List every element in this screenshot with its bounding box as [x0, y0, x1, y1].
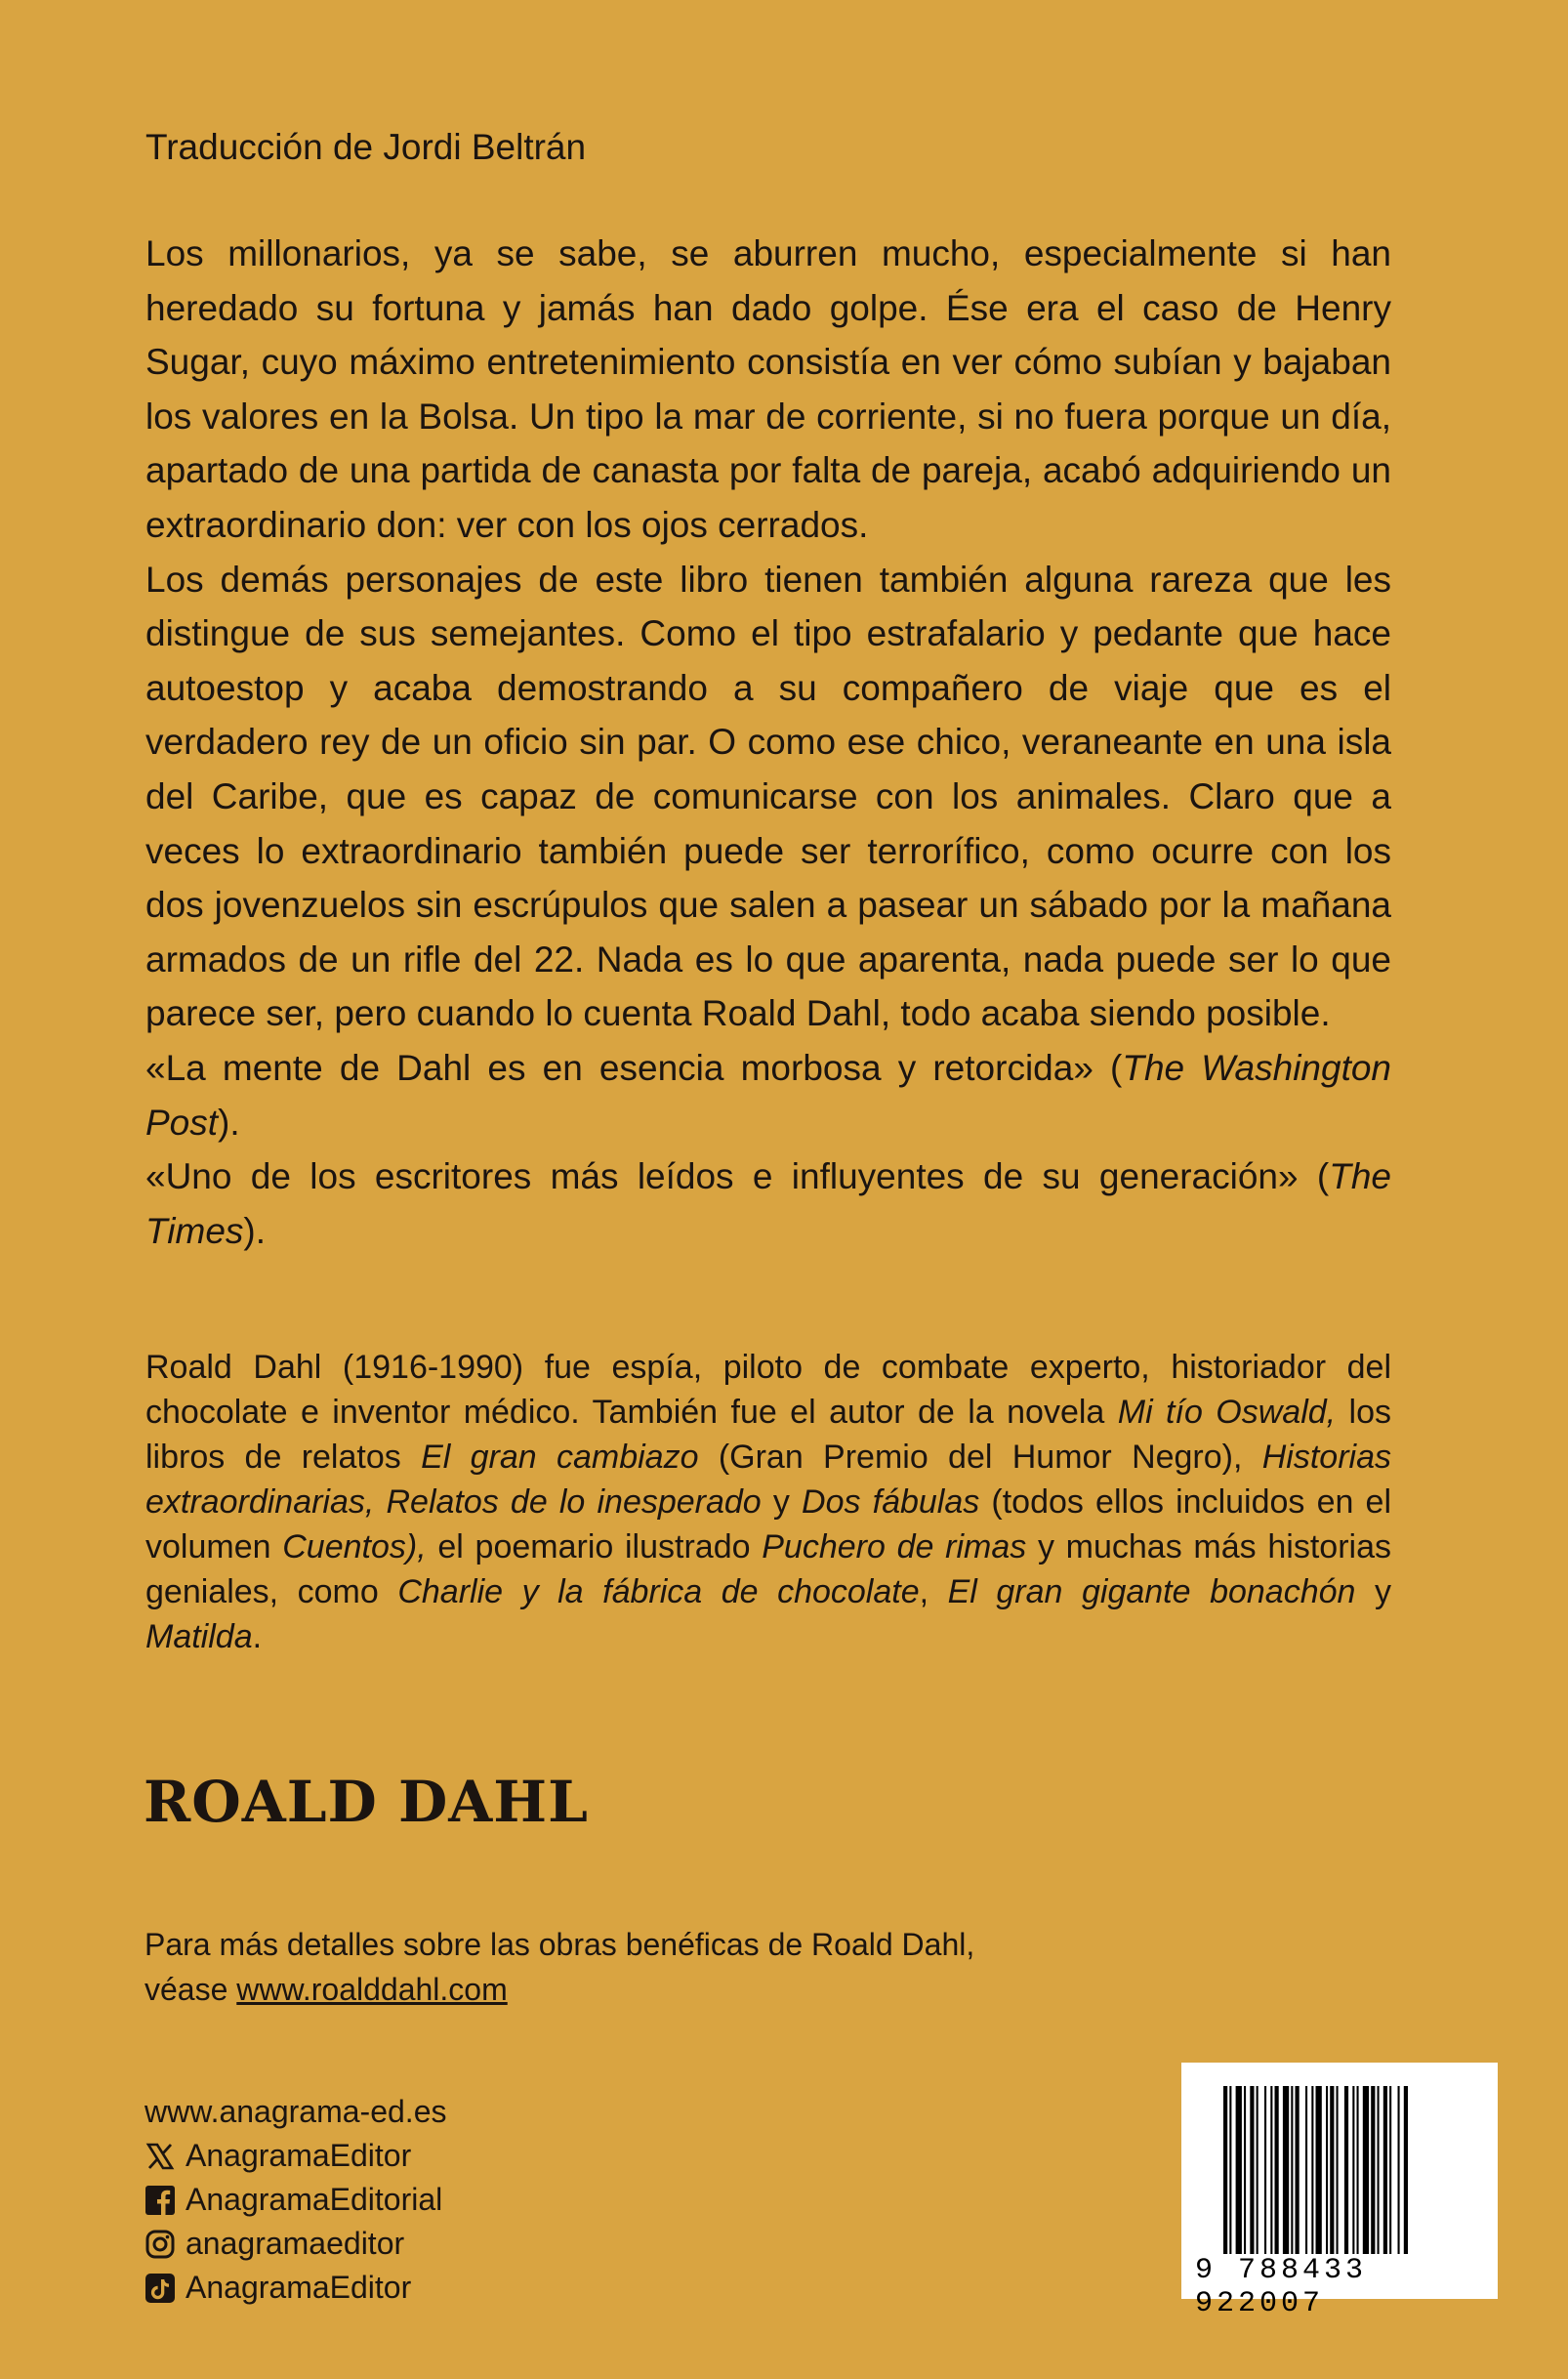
quote-text: «Uno de los escritores más leídos e influyentes de su generación» (: [145, 1156, 1330, 1197]
barcode-bar: [1223, 2086, 1227, 2254]
bio-title: Mi tío Oswald,: [1117, 1394, 1337, 1431]
barcode-bar: [1352, 2086, 1354, 2254]
facebook-handle: AnagramaEditorial: [186, 2182, 443, 2217]
translator-credit: Traducción de Jordi Beltrán: [145, 127, 587, 167]
bio-title: Cuentos),: [282, 1528, 427, 1565]
x-handle: AnagramaEditor: [186, 2138, 412, 2173]
charity-line: Para más detalles sobre las obras benéficas de Roald Dahl,: [144, 1927, 975, 1962]
synopsis: [145, 227, 1391, 1258]
bio-text: y muchas más historias geniales, como: [145, 1528, 1391, 1610]
barcode-bar: [1244, 2086, 1246, 2254]
charity-note: [144, 1922, 974, 2012]
barcode-bar: [1389, 2086, 1391, 2254]
bio-title: Dos fábulas: [802, 1483, 980, 1521]
barcode-bar: [1371, 2086, 1375, 2254]
barcode-bar: [1344, 2086, 1348, 2254]
bio-text: (todos ellos incluidos en el volumen: [145, 1483, 1391, 1565]
barcode-bar: [1398, 2086, 1400, 2254]
instagram-account[interactable]: [144, 2222, 446, 2266]
barcode-bar: [1283, 2086, 1289, 2254]
barcode-bar: [1357, 2086, 1359, 2254]
quote-end: ).: [218, 1102, 240, 1143]
bio-title: Matilda: [145, 1618, 253, 1655]
charity-prefix: véase: [144, 1972, 237, 2007]
barcode-bars: [1223, 2086, 1458, 2254]
bio-title: El gran cambiazo: [421, 1439, 699, 1476]
barcode-bar: [1291, 2086, 1293, 2254]
bio-text: .: [252, 1618, 263, 1655]
barcode-bar: [1296, 2086, 1300, 2254]
bio-title: Historias extraordinarias, Relatos de lo inesperado: [145, 1439, 1391, 1521]
barcode-bar: [1236, 2086, 1242, 2254]
roald-dahl-logo: ROALD DAHL: [144, 1769, 589, 1835]
facebook-account[interactable]: [144, 2178, 446, 2222]
bio-title: Puchero de rimas: [762, 1528, 1027, 1565]
instagram-handle: anagramaeditor: [186, 2226, 405, 2261]
synopsis-paragraph-2: Los demás personajes de este libro tienen también alguna rareza que les distingue de sus semejantes. Como el tipo estrafalario y pedante que hace autoestop y acaba demostrando a su compañero de viaje que es el verdadero rey de un oficio sin par. O como ese chico, veraneante en una isla del Caribe, que es capaz de comunicarse con los animales. Claro que a veces lo extraordinario también puede ser terrorífico, como ocurre con los dos jovenzuelos sin escrúpulos que salen a pasear un sábado por la mañana armados de un rifle del 22. Nada es lo que aparenta, nada puede ser lo que parece ser, pero cuando lo cuenta Roald Dahl, todo acaba siendo posible.: [145, 559, 1391, 1034]
bio-text: y: [761, 1483, 803, 1521]
isbn-barcode: [1181, 2063, 1498, 2320]
roalddahl-link[interactable]: www.roalddahl.com: [236, 1972, 508, 2007]
bio-title: El gran gigante bonachón: [947, 1573, 1356, 1610]
barcode-bar: [1305, 2086, 1307, 2254]
tiktok-icon: [144, 2273, 176, 2304]
barcode-bar: [1337, 2086, 1339, 2254]
barcode-bar: [1250, 2086, 1254, 2254]
barcode-bar: [1326, 2086, 1328, 2254]
isbn-digits: 9 788433 922007: [1195, 2254, 1368, 2320]
review-quote-2: [145, 1149, 1391, 1258]
barcode-bar: [1270, 2086, 1272, 2254]
quote-text: «La mente de Dahl es en esencia morbosa y retorcida» (: [145, 1047, 1123, 1088]
bio-text: ,: [919, 1573, 948, 1610]
barcode-bar: [1257, 2086, 1259, 2254]
barcode-bar: [1316, 2086, 1322, 2254]
barcode-bar: [1311, 2086, 1313, 2254]
barcode-bar: [1229, 2086, 1231, 2254]
quote-source: The Washington Post: [145, 1047, 1391, 1143]
quote-end: ).: [243, 1210, 267, 1251]
barcode-bar: [1378, 2086, 1380, 2254]
bio-text: Roald Dahl (1916-1990) fue espía, piloto de combate experto, historiador del chocolate e inventor médico. También fue el autor de la novela: [145, 1349, 1391, 1431]
author-bio-paragraph: [145, 1345, 1391, 1659]
charity-link-line: [144, 1967, 974, 2012]
barcode-bar: [1264, 2086, 1266, 2254]
website-link[interactable]: www.anagrama-ed.es: [144, 2094, 447, 2129]
quote-source: The Times: [145, 1156, 1391, 1251]
barcode-bar: [1275, 2086, 1279, 2254]
tiktok-account[interactable]: [144, 2266, 446, 2310]
barcode-bar: [1383, 2086, 1387, 2254]
bio-text: y: [1355, 1573, 1391, 1610]
barcode-bar: [1330, 2086, 1334, 2254]
author-bio: [145, 1345, 1391, 1659]
bio-text: el poemario ilustrado: [426, 1528, 763, 1565]
bio-text: los libros de relatos: [145, 1394, 1391, 1476]
review-quote-1: [145, 1041, 1391, 1149]
tiktok-handle: AnagramaEditor: [186, 2270, 412, 2305]
barcode-bar: [1363, 2086, 1369, 2254]
instagram-icon: [144, 2229, 176, 2260]
facebook-icon: [144, 2185, 176, 2216]
barcode-bar: [1404, 2086, 1408, 2254]
x-logo-icon: [144, 2141, 176, 2172]
bio-text: (Gran Premio del Humor Negro),: [698, 1439, 1262, 1476]
synopsis-paragraph-1: Los millonarios, ya se sabe, se aburren mucho, especialmente si han heredado su fortuna y jamás han dado golpe. Ése era el caso de Henry Sugar, cuyo máximo entretenimiento consistía en ver cómo subían y bajaban los valores en la Bolsa. Un tipo la mar de corriente, si no fuera porque un día, apartado de una partida de canasta por falta de pareja, acabó adquiriendo un extraordinario don: ver con los ojos cerrados.: [145, 233, 1391, 545]
bio-title: Charlie y la fábrica de chocolate: [397, 1573, 920, 1610]
publisher-contacts: [144, 2090, 446, 2310]
x-account[interactable]: [144, 2134, 446, 2178]
